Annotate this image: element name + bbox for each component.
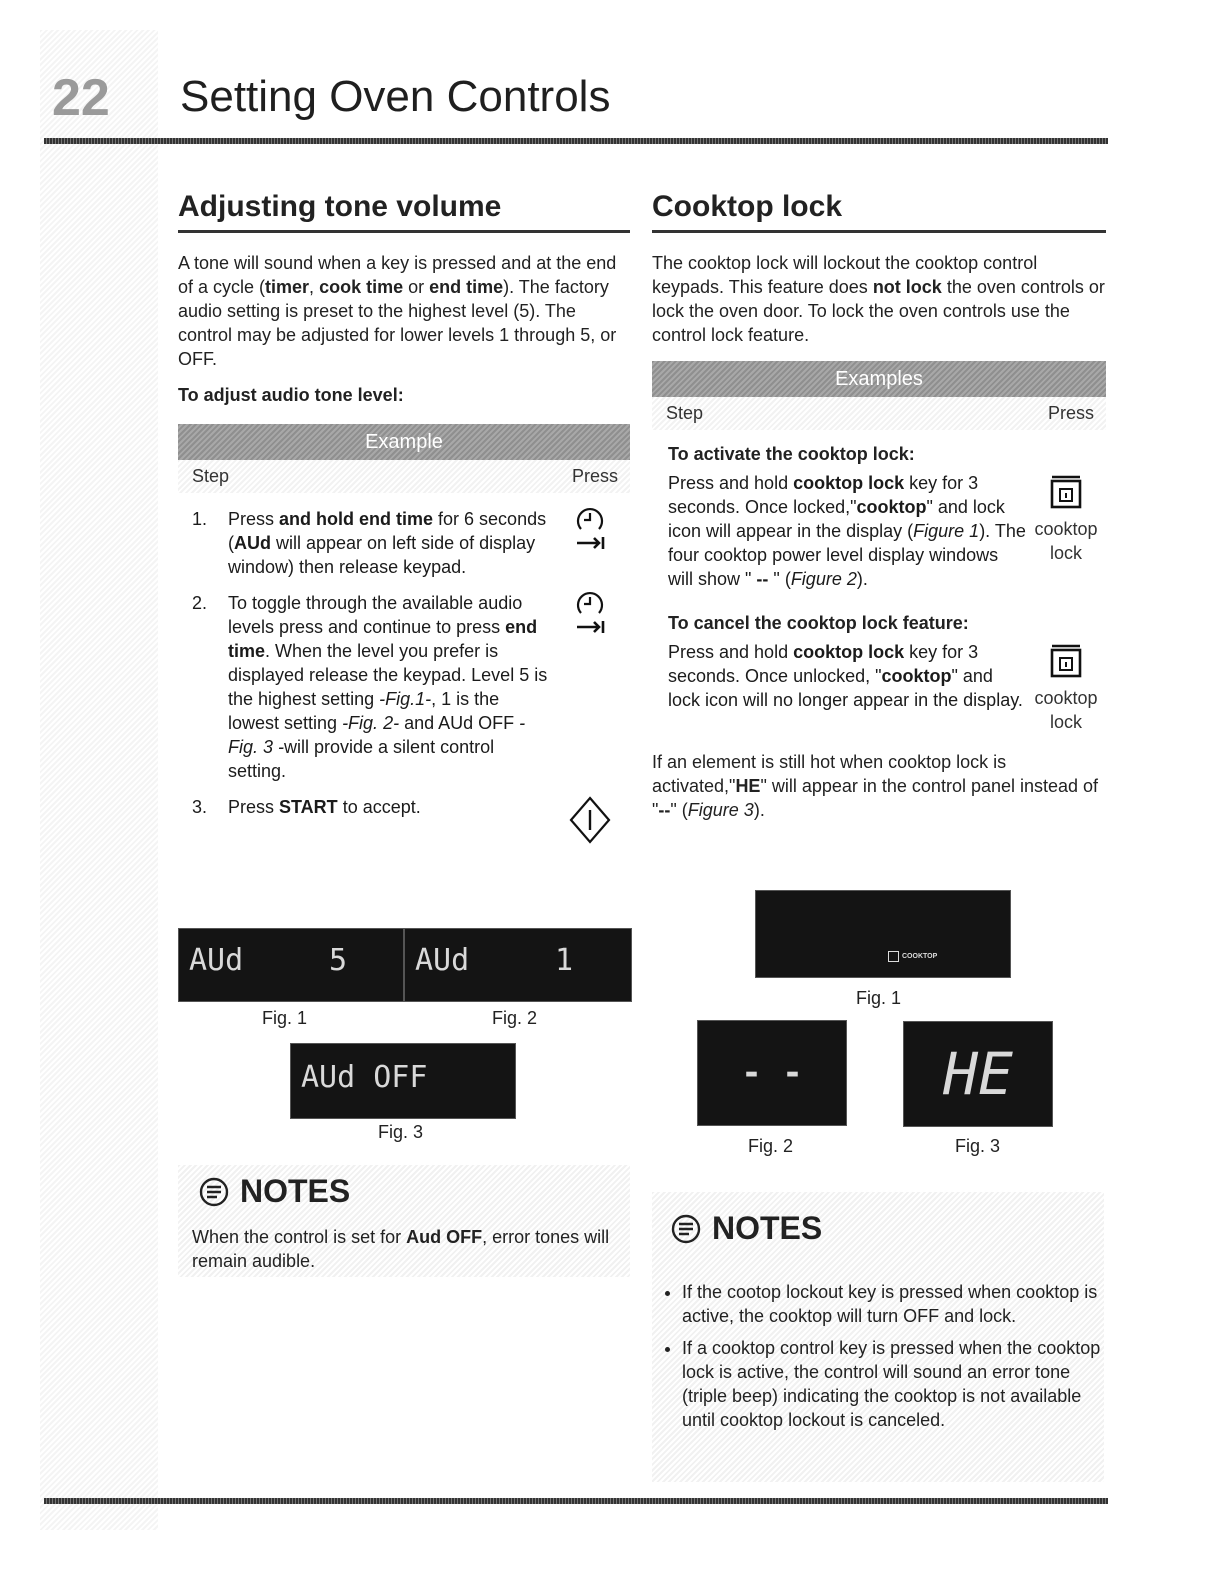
activate-heading: To activate the cooktop lock: [668,444,915,464]
cooktop-lock-key [1026,471,1106,591]
margin-texture [40,30,158,1530]
notes-box-right [652,1192,1104,1482]
step-label-right: Step [666,403,704,423]
caption-left-fig2: Fig. 2 [492,1008,538,1028]
lcd-fig2-left: AUd [415,943,470,978]
cancel-heading: To cancel the cooktop lock feature: [668,613,969,633]
activate-text: Press and hold cooktop lock key for 3 seconds. Once locked,"cooktop" and lock icon will appear in the display (Figure 1). The four cooktop power level display windows will show " -- " (Figure 2). [668,473,1026,589]
key-label-cooktop: cooktop [1034,688,1098,708]
lcd-fig1-left: AUd [189,943,244,978]
step-number: 2. [192,593,208,613]
press-label: Press [571,466,618,486]
cancel-text: Press and hold cooktop lock key for 3 seconds. Once unlocked, "cooktop" and lock icon will no longer appear in the display. [668,642,1023,710]
cancel-row [668,640,1106,734]
display-fig1-cooktop-locked [755,890,1011,978]
examples-band: Examples [652,361,1106,397]
display-fig3-he: HE [903,1021,1053,1127]
tone-volume-section [178,190,630,857]
section-title-cooktop: Cooktop lock [652,190,1106,233]
caption-right-fig1: Fig. 1 [856,988,902,1008]
list-item [178,507,630,579]
step-press-header-right [652,397,1106,430]
example-band: Example [178,424,630,460]
step-label: Step [192,466,230,486]
caption-left-fig1: Fig. 1 [262,1008,308,1028]
page-title: Setting Oven Controls [180,72,611,121]
bottom-divider [44,1498,1108,1504]
tone-intro: A tone will sound when a key is pressed and at the end of a cycle (timer, cook time or end time). The factory audio setting is preset to the highest level (5). The control may be adjusted for lower levels 1 through 5, or OFF. [178,253,617,369]
lcd-fig3-text: AUd OFF [301,1060,428,1095]
notes-heading-left [198,1173,350,1210]
top-divider [44,138,1108,144]
display-cooktop-text: COOKTOP [902,953,938,960]
notes-icon [198,1176,230,1208]
caption-right-fig3: Fig. 3 [955,1136,1001,1156]
notes-title-right: NOTES [712,1210,823,1246]
step-number: 3. [192,797,208,817]
lock-key-icon [1048,640,1084,680]
lcd-fig1 [178,928,404,1002]
list-item: • If the cootop lockout key is pressed when cooktop is active, the cooktop will turn OFF and lock. [682,1280,1102,1328]
tone-steps [178,507,630,845]
list-item: • If a cooktop control key is pressed when the cooktop lock is active, the control will sound an error tone (triple beep) indicating the cooktop is not available until cooktop lockout is canceled. [682,1336,1102,1432]
cooktop-intro: The cooktop lock will lockout the cooktop control keypads. This feature does not lock the oven controls or lock the oven door. To lock the oven controls use the control lock feature. [652,253,1105,345]
notes-heading-right [670,1210,822,1247]
end-time-key-icon [550,591,630,783]
step-number: 1. [192,509,208,529]
key-label-lock: lock [1049,712,1082,732]
step-text: Press and hold end time for 6 seconds (AUd will appear on left side of display window) then release keypad. [228,509,547,577]
key-label-cooktop: cooktop [1034,519,1098,539]
lcd-fig2 [404,928,632,1002]
notes-icon [670,1213,702,1245]
display-cooktop-indicator [888,951,937,962]
notes-title-left: NOTES [240,1173,351,1209]
tone-subhead: To adjust audio tone level: [178,385,404,405]
activate-row [668,471,1106,591]
notes-text-left: When the control is set for Aud OFF, error tones will remain audible. [192,1227,610,1271]
list-item [178,795,630,845]
section-title-tone: Adjusting tone volume [178,190,630,233]
key-label-lock: lock [1049,543,1082,563]
cooktop-lock-section [652,190,1106,822]
end-time-key-icon [550,507,630,579]
notes-box-left [178,1165,630,1277]
step-press-header [178,460,630,493]
lcd-fig2-right: 1 [555,943,574,978]
lcd-fig3 [290,1043,516,1119]
caption-left-fig3: Fig. 3 [378,1122,424,1142]
page-number: 22 [52,69,110,127]
lock-key-icon [1048,471,1084,511]
he-paragraph: If an element is still hot when cooktop lock is activated,"HE" will appear in the control panel instead of "--" (Figure 3). [652,752,1099,820]
step-text: To toggle through the available audio levels press and continue to press end time. When the level you prefer is displayed release the keypad. Level 5 is the highest setting -Fig.1-, 1 is the lowest setting -Fig. 2- and AUd OFF - Fig. 3 -will provide a silent control setting. [228,593,548,781]
step-text: Press START to accept. [228,797,421,817]
notes-list-right [660,1280,1102,1432]
press-label-right: Press [1047,403,1094,423]
activate-block [652,444,1106,734]
cooktop-lock-key [1026,640,1106,734]
lock-indicator-icon [888,951,899,962]
display-fig2-dashes: - - [697,1020,847,1126]
start-key-icon [550,795,630,845]
list-item [178,591,630,783]
caption-right-fig2: Fig. 2 [748,1136,794,1156]
lcd-fig1-right: 5 [329,943,348,978]
